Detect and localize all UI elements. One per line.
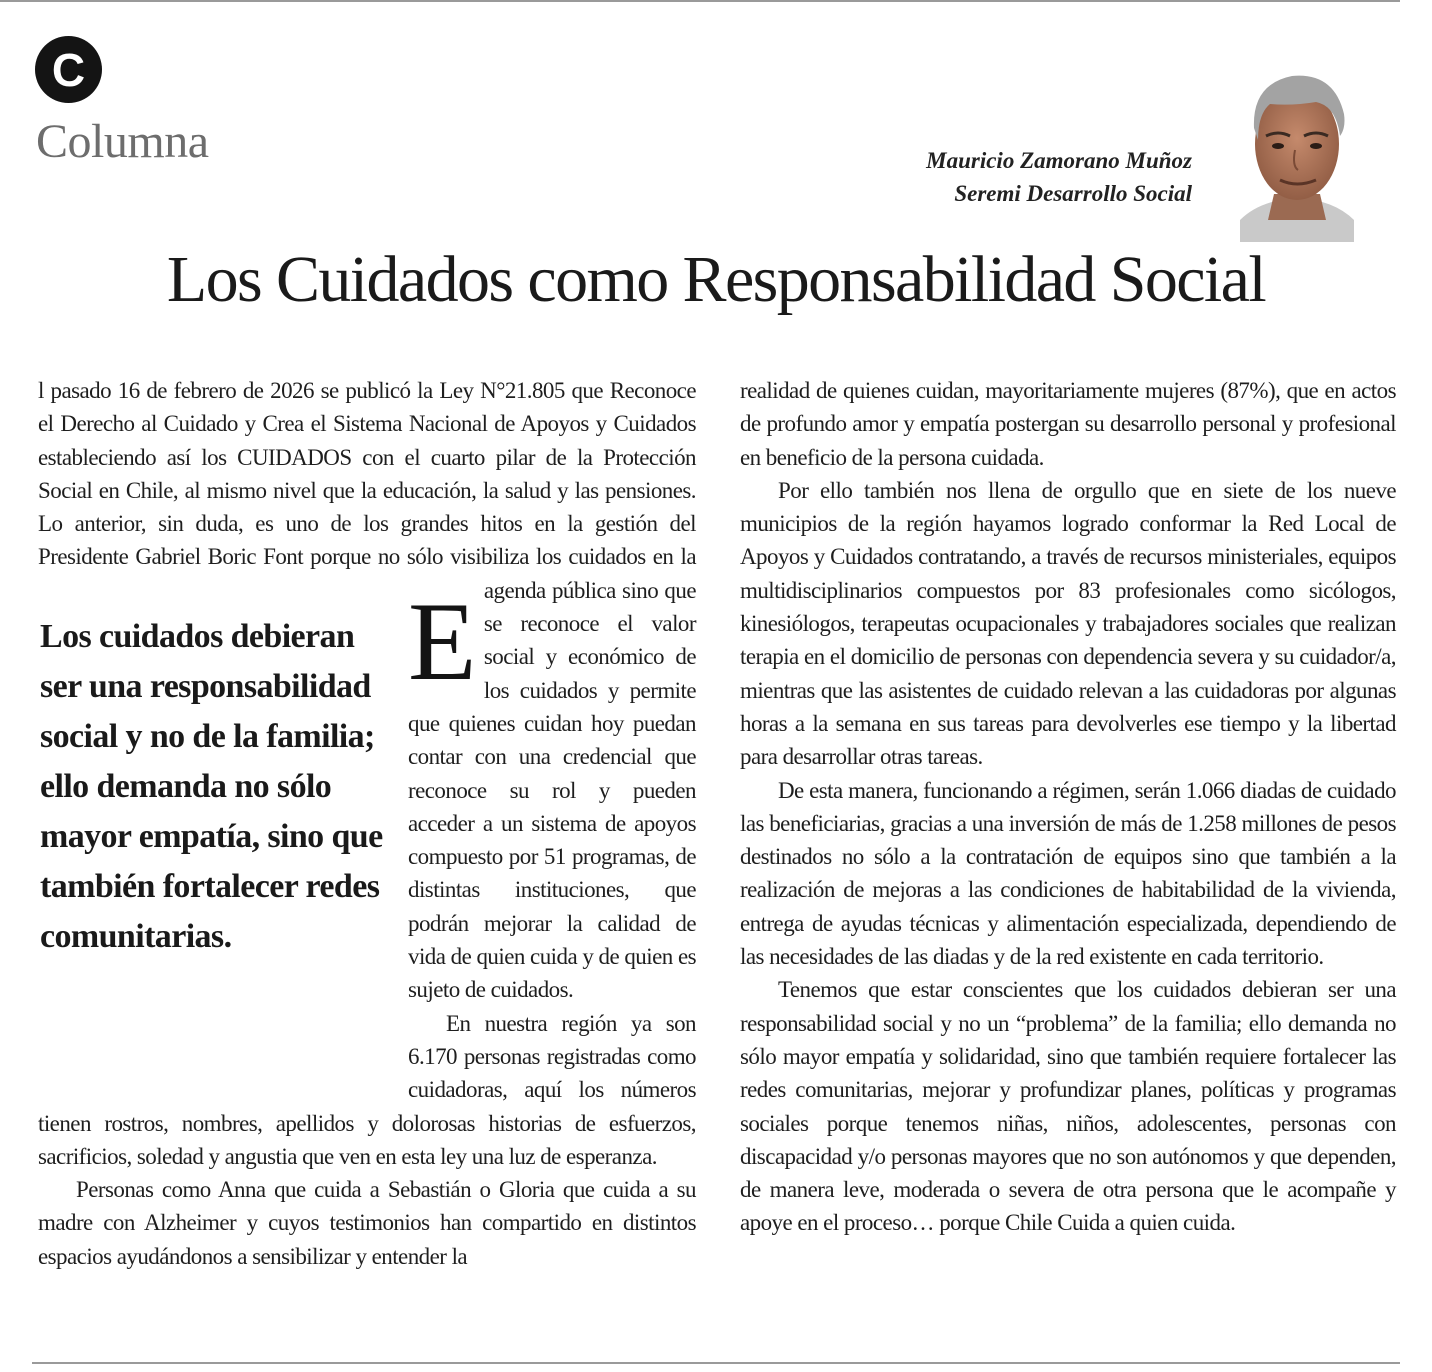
paragraph-3-end: realidad de quienes cuidan, mayoritariamente mujeres (87%), que en actos de profundo amor y empatía postergan su desarrollo personal y profesional en beneficio de la persona cuidada. <box>740 378 1396 470</box>
author-role: Seremi Desarrollo Social <box>954 181 1192 206</box>
paragraph-1: l pasado 16 de febrero de 2026 se publicó la Ley N°21.805 que Reconoce el Derecho al Cuidado y Crea el Sistema Nacional de Apoyos y Cuidados estableciendo así los CUIDADOS con el cuarto pilar de la Protección Social en Chile, al mismo nivel que la educación, la salud y las pensiones. Lo anterior, sin duda, es uno de los grandes hitos en la gestión del Presidente Gabriel Boric Font porque no sólo visibiliza los cuidados en la agenda pública sino que se reconoce el valor social y económico de los cuidados y permite que quienes cuidan hoy puedan contar con una credencial que reconoce su rol y pueden acceder a un sistema de apoyos compuesto por 51 programas, de distintas instituciones, que podrán mejorar la calidad de vida de quien cuida y de quien es sujeto de cuidados. <box>38 378 696 1003</box>
top-rule <box>0 0 1400 2</box>
author-portrait-icon <box>1240 62 1354 242</box>
paragraph-3-start: Personas como Anna que cuida a Sebastián o Gloria que cuida a su madre con Alzheimer y cuyos testimonios han compartido en distintos espacios ayudándonos a sensibilizar y entender la <box>38 1177 696 1269</box>
paragraph-6: Tenemos que estar conscientes que los cuidados debieran ser una responsabilidad social y no un “problema” de la familia; ello demanda no sólo mayor empatía y solidaridad, sino que también requiere fortalecer las redes comunitarias, mejorar y profundizar planes, políticas y programas sociales porque tenemos niñas, niños, adolescentes, personas con discapacidad y/o personas mayores que no son autónomos y que dependen, de manera leve, moderada o severa de otra persona que le acompañe y apoye en el proceso… porque Chile Cuida a quien cuida. <box>740 977 1396 1236</box>
byline <box>926 144 1192 210</box>
author-name: Mauricio Zamorano Muñoz <box>926 148 1192 173</box>
section-badge: C <box>35 36 102 103</box>
pull-quote: Los cuidados debieran ser una responsabilidad social y no de la familia; ello demanda no sólo mayor empatía, sino que también fortalecer redes comunitarias. <box>40 618 383 955</box>
paragraph-5: De esta manera, funcionando a régimen, serán 1.066 diadas de cuidado las beneficiarias, gracias a una inversión de más de 1.258 millones de pesos destinados no sólo a la contratación de equipos sino que también a la realización de mejoras a las condiciones de habitabilidad de la vivienda, entrega de ayudas técnicas y alimentación especializada, dependiendo de las necesidades de las diadas y de la red existente en cada territorio. <box>740 777 1396 970</box>
article-column-right <box>740 374 1396 1240</box>
headline: Los Cuidados como Responsabilidad Social <box>166 243 1266 316</box>
section-label: Columna <box>36 115 209 168</box>
paragraph-2: En nuestra región ya son 6.170 personas registradas como cuidadoras, aquí los números tienen rostros, nombres, apellidos y dolorosas historias de esfuerzos, sacrificios, soledad y angustia que ven en esta ley una luz de esperanza. <box>38 1010 696 1169</box>
paragraph-4: Por ello también nos llena de orgullo que en siete de los nueve municipios de la región hayamos logrado conformar la Red Local de Apoyos y Cuidados contratando, a través de recursos ministeriales, equipos multidisciplinarios compuestos por 83 profesionales como sicólogos, kinesiólogos, terapeutas ocupacionales y trabajadores sociales que realizan terapia en el domicilio de personas con dependencia severa y su cuidador/a, mientras que las asistentes de cuidado relevan a las cuidadoras por algunas horas a la semana en sus tareas para devolverles ese tiempo y la libertad para desarrollar otras tareas. <box>740 477 1396 770</box>
bottom-rule <box>32 1362 1400 1364</box>
drop-cap: E <box>408 580 476 704</box>
